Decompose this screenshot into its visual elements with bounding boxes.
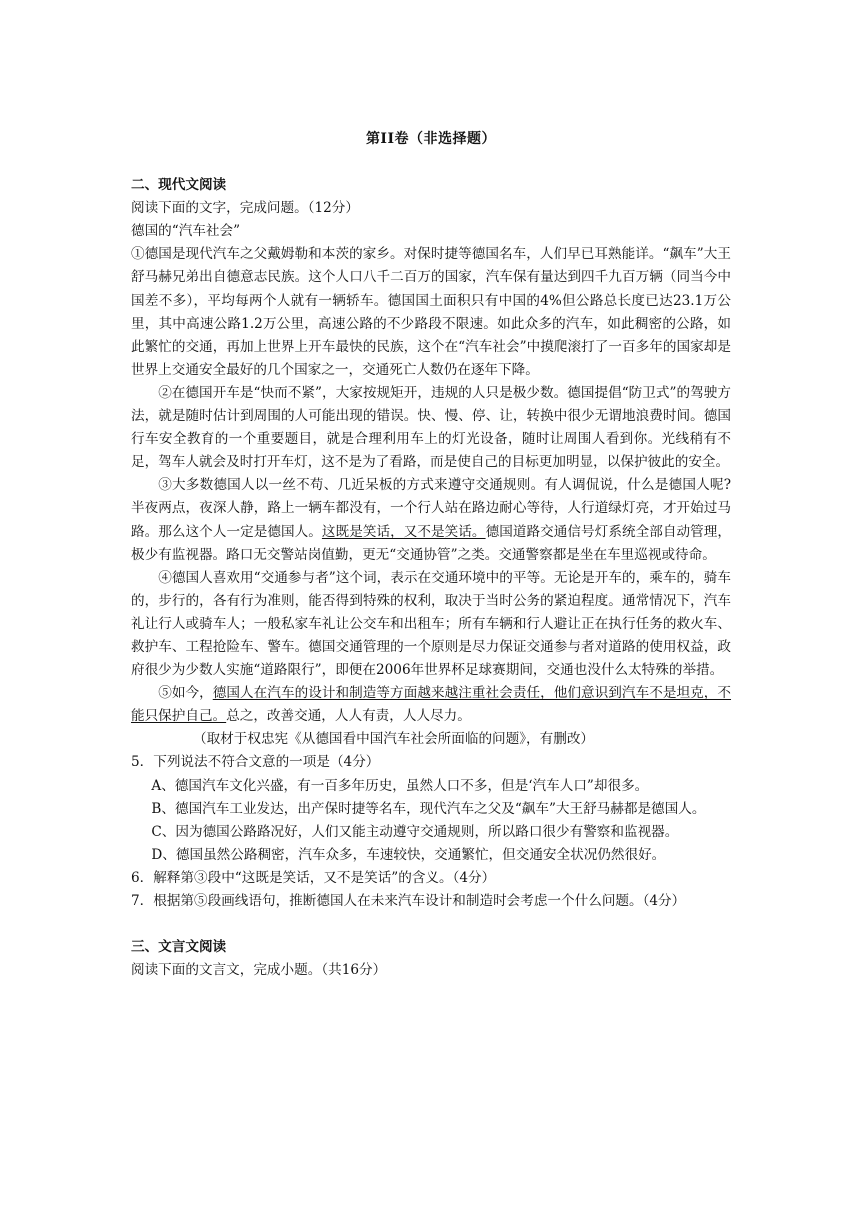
question-5-option-d: D、德国虽然公路稠密，汽车众多，车速较快，交通繁忙，但交通安全状况仍然很好。 bbox=[151, 846, 666, 863]
paragraph-3 bbox=[131, 474, 731, 566]
part2-instruction: 阅读下面的文字，完成问题。（12分） bbox=[131, 200, 359, 217]
article-title: 德国的“汽车社会” bbox=[131, 223, 241, 240]
question-5-option-a: A、德国汽车文化兴盛，有一百多年历史，虽然人口不多，但是‘汽车人口”却很多。 bbox=[151, 777, 649, 794]
paragraph-2: ②在德国开车是“快而不紧”，大家按规矩开，违规的人只是极少数。德国提倡“防卫式”的驾驶方法，就是随时估计到周围的人可能出现的错误。快、慢、停、让，转换中很少无谓地浪费时间。德国行车安全教育的一个重要题目，就是合理利用车上的灯光设备，随时让周围人看到你。光线稍有不足，驾车人就会及时打开车灯，这不是为了看路，而是使自己的目标更加明显，以保护彼此的安全。 bbox=[131, 384, 731, 471]
paragraph-3-text-b: 德国道路交通信号灯系统全部自动管理，极少有监视器。路口无交警站岗值勤，更无“交通协管”之类。交通警察都是坐在车里巡视或待命。 bbox=[131, 523, 732, 563]
exam-page bbox=[131, 128, 731, 982]
paragraph-3-underlined: 这既是笑话，又不是笑话。 bbox=[321, 523, 486, 540]
question-5-stem: 5．下列说法不符合文意的一项是（4分） bbox=[131, 754, 380, 771]
question-5-option-c: C、因为德国公路路况好，人们又能主动遵守交通规则，所以路口很少有警察和监视器。 bbox=[151, 823, 679, 840]
question-7: 7．根据第⑤段画线语句，推断德国人在未来汽车设计和制造时会考虑一个什么问题。（4分） bbox=[131, 893, 686, 909]
paragraph-3-text-a: ③大多数德国人以一丝不苟、几近呆板的方式来遵守交通规则。有人调侃说，什么是德国人呢?半夜两点，夜深人静，路上一辆车都没有，一个行人站在路边耐心等待，人行道绿灯亮，才开始过马路。那么这个人一定是德国人。 bbox=[131, 477, 731, 540]
section-title: 第II卷（非选择题） bbox=[365, 131, 497, 147]
part2-heading: 二、现代文阅读 bbox=[131, 177, 227, 194]
question-5-option-b: B、德国汽车工业发达，出产保时捷等名车，现代汽车之父及“飙车”大王舒马赫都是德国人。 bbox=[151, 800, 706, 817]
paragraph-1: ①德国是现代汽车之父戴姆勒和本茨的家乡。对保时捷等德国名车，人们早已耳熟能详。“飙车”大王舒马赫兄弟出自德意志民族。这个人口八千二百万的国家，汽车保有量达到四千九百万辆（同当今中国差不多），平均每两个人就有一辆轿车。德国国土面积只有中国的4%但公路总长度已达23.1万公里，其中高速公路1.2万公里，高速公路的不少路段不限速。如此众多的汽车，如此稠密的公路，如此繁忙的交通，再加上世界上开车最快的民族，这个在“汽车社会”中摸爬滚打了一百多年的国家却是世界上交通安全最好的几个国家之一，交通死亡人数仍在逐年下降。 bbox=[131, 246, 731, 378]
paragraph-4: ④德国人喜欢用“交通参与者”这个词，表示在交通环境中的平等。无论是开车的，乘车的，骑车的，步行的，各有行为准则，能否得到特殊的权利，取决于当时公务的紧迫程度。通常情况下，汽车礼让行人或骑车人；一般私家车礼让公交车和出租车；所有车辆和行人避让正在执行任务的救火车、救护车、工程抢险车、警车。德国交通管理的一个原则是尽力保证交通参与者对道路的使用权益，政府很少为少数人实施“道路限行”，即便在2006年世界杯足球赛期间，交通也没什么太特殊的举措。 bbox=[131, 569, 731, 679]
part3-instruction: 阅读下面的文言文，完成小题。（共16分） bbox=[131, 962, 387, 979]
paragraph-5-text-b: 总之，改善交通，人人有责，人人尽力。 bbox=[226, 708, 471, 725]
paragraph-5-text-a: ⑤如今， bbox=[158, 685, 213, 702]
paragraph-5-underlined: 德国人在汽车的设计和制造等方面越来越注重社会责任，他们意识到汽车不是坦克，不能只保护自己。 bbox=[131, 685, 732, 725]
part3-heading: 三、文言文阅读 bbox=[131, 939, 227, 956]
paragraph-5 bbox=[131, 682, 731, 728]
spacer bbox=[131, 913, 731, 936]
article-source: （取材于权忠宪《从德国看中国汽车社会所面临的问题》，有删改） bbox=[193, 731, 595, 748]
question-6: 6．解释第③段中“这既是笑话，又不是笑话”的含义。（4分） bbox=[131, 869, 496, 886]
